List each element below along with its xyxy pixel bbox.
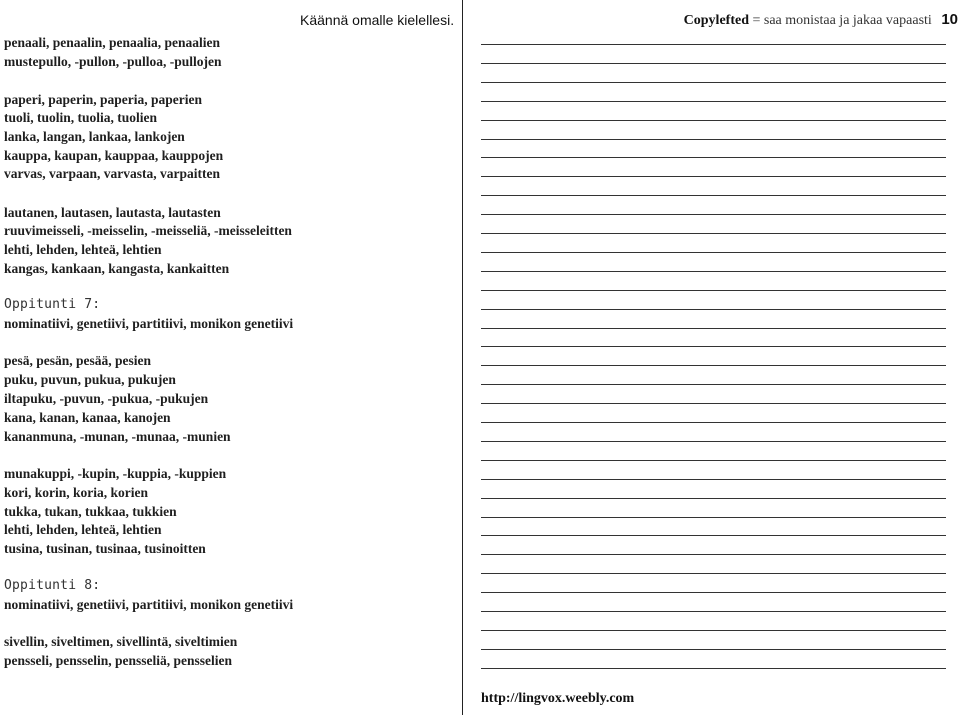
word-line: iltapuku, -puvun, -pukua, -pukujen — [4, 391, 209, 406]
word-line: lehti, lehden, lehteä, lehtien — [4, 522, 162, 537]
writing-line — [481, 441, 946, 442]
word-line: tusina, tusinan, tusinaa, tusinoitten — [4, 541, 206, 556]
word-line: varvas, varpaan, varvasta, varpaitten — [4, 166, 220, 181]
word-line: munakuppi, -kupin, -kuppia, -kuppien — [4, 466, 227, 481]
word-line: penaali, penaalin, penaalia, penaalien — [4, 35, 221, 50]
writing-line — [481, 139, 946, 140]
writing-line — [481, 271, 946, 272]
lesson-8-subtitle: nominatiivi, genetiivi, partitiivi, monikon genetiivi — [4, 597, 294, 612]
license-tagline: = saa monistaa ja jakaa vapaasti — [752, 13, 932, 28]
word-line: kana, kanan, kanaa, kanojen — [4, 410, 171, 425]
copylefted-label: Copylefted — [683, 13, 749, 28]
word-line: pesä, pesän, pesää, pesien — [4, 353, 152, 368]
writing-line — [481, 309, 946, 310]
writing-line — [481, 573, 946, 574]
writing-line — [481, 630, 946, 631]
instruction-text: Käännä omalle kielellesi. — [300, 12, 455, 28]
word-line: kangas, kankaan, kangasta, kankaitten — [4, 261, 230, 276]
page-number: 10 — [941, 11, 958, 28]
footer-url[interactable]: http://lingvox.weebly.com — [481, 691, 635, 706]
word-line: kauppa, kaupan, kauppaa, kauppojen — [4, 148, 224, 163]
word-line: paperi, paperin, paperia, paperien — [4, 92, 203, 107]
writing-line — [481, 384, 946, 385]
writing-line — [481, 101, 946, 102]
word-line: pensseli, pensselin, pensseliä, pensselien — [4, 653, 233, 668]
writing-line — [481, 157, 946, 158]
writing-line — [481, 290, 946, 291]
word-line: kananmuna, -munan, -munaa, -munien — [4, 429, 231, 444]
writing-line — [481, 214, 946, 215]
writing-line — [481, 346, 946, 347]
writing-line — [481, 668, 946, 669]
word-line: kori, korin, koria, korien — [4, 485, 149, 500]
writing-line — [481, 460, 946, 461]
writing-line — [481, 328, 946, 329]
writing-line — [481, 517, 946, 518]
word-line: tuoli, tuolin, tuolia, tuolien — [4, 110, 158, 125]
word-line: lanka, langan, lankaa, lankojen — [4, 129, 185, 144]
writing-line — [481, 535, 946, 536]
word-line: lautanen, lautasen, lautasta, lautasten — [4, 205, 221, 220]
word-line: lehti, lehden, lehteä, lehtien — [4, 242, 162, 257]
word-line: ruuvimeisseli, -meisselin, -meisseliä, -meisseleitten — [4, 223, 292, 238]
lesson-7-subtitle: nominatiivi, genetiivi, partitiivi, monikon genetiivi — [4, 316, 294, 331]
writing-line — [481, 252, 946, 253]
writing-line — [481, 44, 946, 45]
page-header — [684, 11, 958, 29]
lesson-7-title: Oppitunti 7: — [4, 297, 101, 312]
writing-line — [481, 498, 946, 499]
writing-line — [481, 554, 946, 555]
writing-line — [481, 195, 946, 196]
word-list-column — [0, 0, 462, 715]
writing-column — [463, 0, 960, 715]
writing-line — [481, 120, 946, 121]
writing-line — [481, 233, 946, 234]
word-line: tukka, tukan, tukkaa, tukkien — [4, 504, 177, 519]
lesson-8-title: Oppitunti 8: — [4, 578, 101, 593]
writing-line — [481, 403, 946, 404]
word-line: mustepullo, -pullon, -pulloa, -pullojen — [4, 54, 222, 69]
writing-line — [481, 479, 946, 480]
word-line: puku, puvun, pukua, pukujen — [4, 372, 176, 387]
writing-line — [481, 365, 946, 366]
writing-line — [481, 422, 946, 423]
writing-line — [481, 176, 946, 177]
writing-line — [481, 82, 946, 83]
writing-line — [481, 611, 946, 612]
word-line: sivellin, siveltimen, sivellintä, siveltimien — [4, 634, 238, 649]
writing-line — [481, 649, 946, 650]
writing-line — [481, 63, 946, 64]
writing-line — [481, 592, 946, 593]
